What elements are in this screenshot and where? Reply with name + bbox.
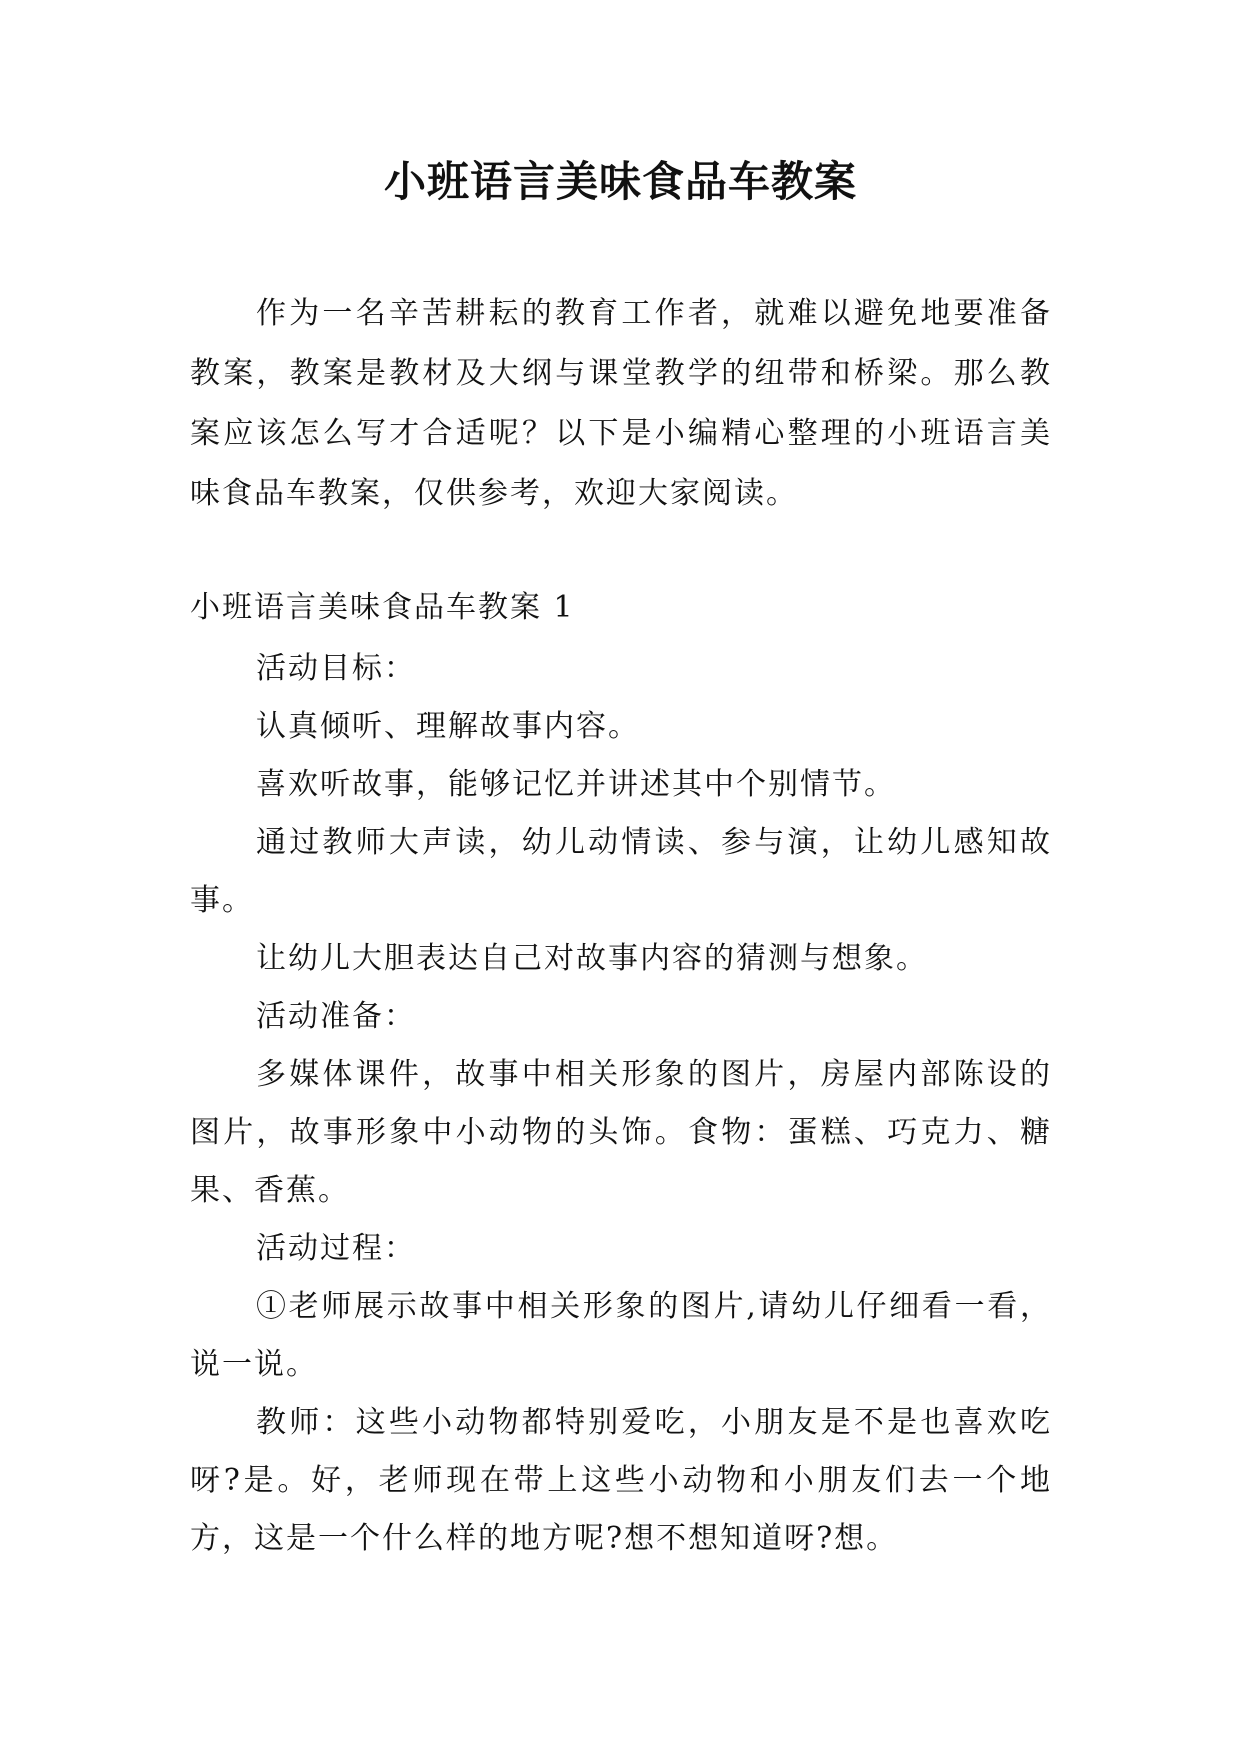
goal-item-4: 让幼儿大胆表达自己对故事内容的猜测与想象。 — [256, 941, 928, 976]
goal-item-3: 通过教师大声读，幼儿动情读、参与演，让幼儿感知故事。 — [190, 825, 1052, 918]
lesson-body — [190, 640, 1052, 1568]
heading-activity-process: 活动过程： — [256, 1231, 416, 1266]
goal-item-1: 认真倾听、理解故事内容。 — [256, 709, 640, 744]
goal-item-2: 喜欢听故事，能够记忆并讲述其中个别情节。 — [256, 767, 896, 802]
heading-activity-goals: 活动目标： — [256, 651, 416, 686]
section-title: 小班语言美味食品车教案 1 — [190, 590, 575, 625]
heading-activity-preparation: 活动准备： — [256, 999, 416, 1034]
process-step-1: ①老师展示故事中相关形象的图片,请幼儿仔细看一看，说一说。 — [190, 1289, 1052, 1382]
teacher-dialogue: 教师：这些小动物都特别爱吃，小朋友是不是也喜欢吃呀?是。好，老师现在带上这些小动物和小朋友们去一个地方，这是一个什么样的地方呢?想不想知道呀?想。 — [190, 1405, 1052, 1556]
intro-paragraph: 作为一名辛苦耕耘的教育工作者，就难以避免地要准备教案，教案是教材及大纲与课堂教学的纽带和桥梁。那么教案应该怎么写才合适呢？以下是小编精心整理的小班语言美味食品车教案，仅供参考，欢迎大家阅读。 — [190, 296, 1052, 511]
document-title: 小班语言美味食品车教案 — [383, 157, 857, 206]
preparation-paragraph: 多媒体课件，故事中相关形象的图片，房屋内部陈设的图片，故事形象中小动物的头饰。食物：蛋糕、巧克力、糖果、香蕉。 — [190, 1057, 1052, 1208]
